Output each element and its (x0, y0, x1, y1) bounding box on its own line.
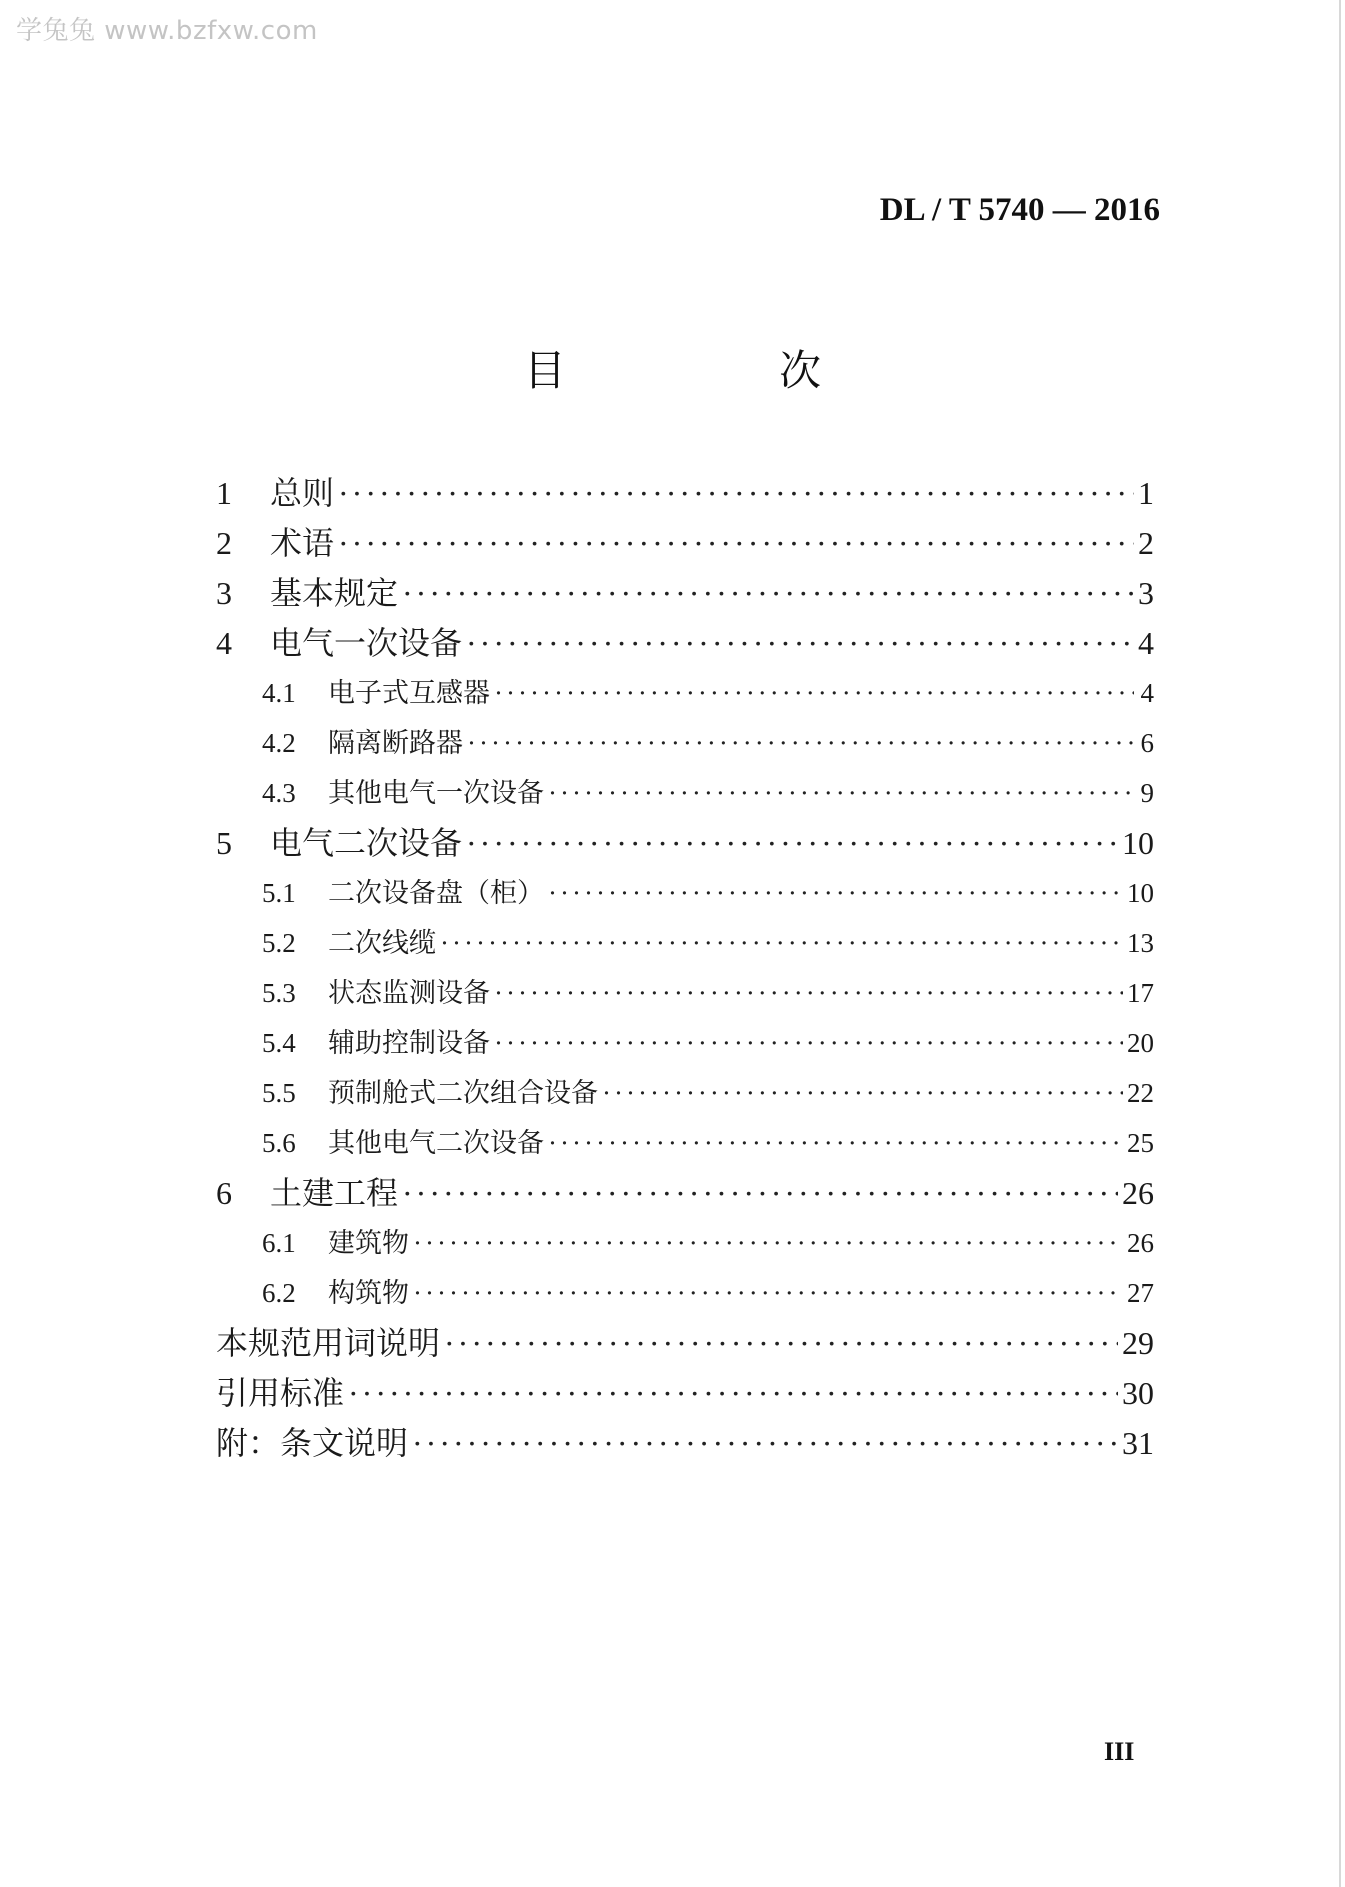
toc-entry-number: 4.3 (262, 778, 296, 808)
toc-entry-number: 6.2 (262, 1278, 296, 1308)
dot-leader (338, 468, 1134, 518)
page-number: III (1104, 1737, 1135, 1766)
toc-entry-title: 本规范用词说明 (216, 1324, 441, 1362)
toc-entry-5-2[interactable] (216, 918, 1154, 968)
toc-entry-title: 电气一次设备 (270, 624, 463, 662)
toc-entry-appendix-19[interactable] (216, 1418, 1154, 1468)
toc-entry-title: 二次线缆 (328, 928, 436, 959)
watermark: 学兔兔 www.bzfxw.com (16, 16, 318, 46)
toc-entry-5-5[interactable] (216, 1068, 1154, 1118)
toc-entry-title: 基本规定 (270, 574, 399, 612)
toc-entry-page: 10 (1127, 878, 1154, 908)
toc-entry-page: 1 (1138, 475, 1154, 511)
dot-leader (338, 518, 1134, 568)
toc-entry-title: 其他电气二次设备 (328, 1128, 544, 1159)
toc-entry-title: 电子式互感器 (328, 678, 490, 709)
toc-entry-number: 5 (216, 825, 232, 861)
dot-leader (412, 1418, 1118, 1468)
dot-leader (402, 568, 1134, 618)
toc-entry-page: 31 (1122, 1425, 1154, 1461)
dot-leader (467, 718, 1134, 768)
dot-leader (466, 818, 1118, 868)
dot-leader (494, 968, 1123, 1018)
toc-entry-number: 6.1 (262, 1228, 296, 1258)
toc-entry-4-1[interactable] (216, 668, 1154, 718)
toc-title: 目 次 (523, 346, 922, 395)
toc-entry-appendix-17[interactable] (216, 1318, 1154, 1368)
toc-entry-number: 2 (216, 525, 232, 561)
toc-entry-page: 26 (1122, 1175, 1154, 1211)
toc-entry-page: 20 (1127, 1028, 1154, 1058)
toc-entry-4-2[interactable] (216, 718, 1154, 768)
toc-entry-title: 引用标准 (216, 1374, 345, 1412)
toc-entry-number: 4.1 (262, 678, 296, 708)
toc-entry-title: 辅助控制设备 (328, 1028, 490, 1059)
toc-entry-3[interactable] (216, 568, 1154, 618)
toc-entry-page: 6 (1140, 728, 1154, 758)
toc-entry-title: 建筑物 (328, 1228, 409, 1259)
toc-entry-number: 5.4 (262, 1028, 296, 1058)
toc-entry-number: 5.1 (262, 878, 296, 908)
toc-entry-number: 5.2 (262, 928, 296, 958)
toc-entry-4[interactable] (216, 618, 1154, 668)
toc-entry-number: 6 (216, 1175, 232, 1211)
toc-entry-5-3[interactable] (216, 968, 1154, 1018)
toc-entry-2[interactable] (216, 518, 1154, 568)
toc-entry-page: 2 (1138, 525, 1154, 561)
toc-entry-6[interactable] (216, 1168, 1154, 1218)
toc-entry-number: 3 (216, 575, 232, 611)
toc-entry-5[interactable] (216, 818, 1154, 868)
toc-entry-number: 5.6 (262, 1128, 296, 1158)
toc-entry-title: 土建工程 (270, 1174, 399, 1212)
toc-entry-title: 二次设备盘（柜） (328, 878, 544, 909)
toc-entry-6-1[interactable] (216, 1218, 1154, 1268)
toc-entry-page: 25 (1127, 1128, 1154, 1158)
toc-entry-page: 17 (1127, 978, 1154, 1008)
toc-entry-5-4[interactable] (216, 1018, 1154, 1068)
toc-entry-title: 电气二次设备 (270, 824, 463, 862)
dot-leader (494, 1018, 1123, 1068)
toc-entry-number: 4.2 (262, 728, 296, 758)
toc-entry-page: 10 (1122, 825, 1154, 861)
toc-entry-page: 3 (1138, 575, 1154, 611)
toc-entry-title: 构筑物 (328, 1278, 409, 1309)
toc-entry-title: 隔离断路器 (328, 728, 463, 759)
toc-entry-page: 29 (1122, 1325, 1154, 1361)
page-edge (1339, 0, 1341, 1887)
dot-leader (548, 868, 1123, 918)
dot-leader (440, 918, 1123, 968)
dot-leader (348, 1368, 1118, 1418)
dot-leader (548, 768, 1134, 818)
toc-entry-page: 27 (1127, 1278, 1154, 1308)
toc-entry-page: 9 (1140, 778, 1154, 808)
toc-entry-number: 5.3 (262, 978, 296, 1008)
toc-entry-5-1[interactable] (216, 868, 1154, 918)
toc-entry-6-2[interactable] (216, 1268, 1154, 1318)
toc-entry-page: 26 (1127, 1228, 1154, 1258)
dot-leader (602, 1068, 1123, 1118)
dot-leader (413, 1268, 1123, 1318)
toc-entry-title: 附：条文说明 (216, 1424, 409, 1462)
toc-entry-title: 状态监测设备 (328, 978, 490, 1009)
toc-entry-5-6[interactable] (216, 1118, 1154, 1168)
toc-entry-number: 5.5 (262, 1078, 296, 1108)
toc-entry-page: 4 (1138, 625, 1154, 661)
toc-entry-page: 13 (1127, 928, 1154, 958)
toc-entry-title: 其他电气一次设备 (328, 778, 544, 809)
document-number: DL / T 5740 — 2016 (879, 192, 1160, 228)
toc-entry-appendix-18[interactable] (216, 1368, 1154, 1418)
toc-entry-title: 总则 (270, 474, 335, 512)
toc-entry-page: 30 (1122, 1375, 1154, 1411)
dot-leader (444, 1318, 1118, 1368)
toc-entry-page: 4 (1140, 678, 1154, 708)
table-of-contents (216, 468, 1154, 1468)
dot-leader (402, 1168, 1118, 1218)
dot-leader (413, 1218, 1123, 1268)
toc-entry-number: 1 (216, 475, 232, 511)
toc-entry-number: 4 (216, 625, 232, 661)
toc-entry-title: 预制舱式二次组合设备 (328, 1078, 598, 1109)
toc-entry-4-3[interactable] (216, 768, 1154, 818)
dot-leader (494, 668, 1134, 718)
dot-leader (466, 618, 1134, 668)
toc-entry-title: 术语 (270, 524, 335, 562)
toc-entry-page: 22 (1127, 1078, 1154, 1108)
toc-entry-1[interactable] (216, 468, 1154, 518)
dot-leader (548, 1118, 1123, 1168)
